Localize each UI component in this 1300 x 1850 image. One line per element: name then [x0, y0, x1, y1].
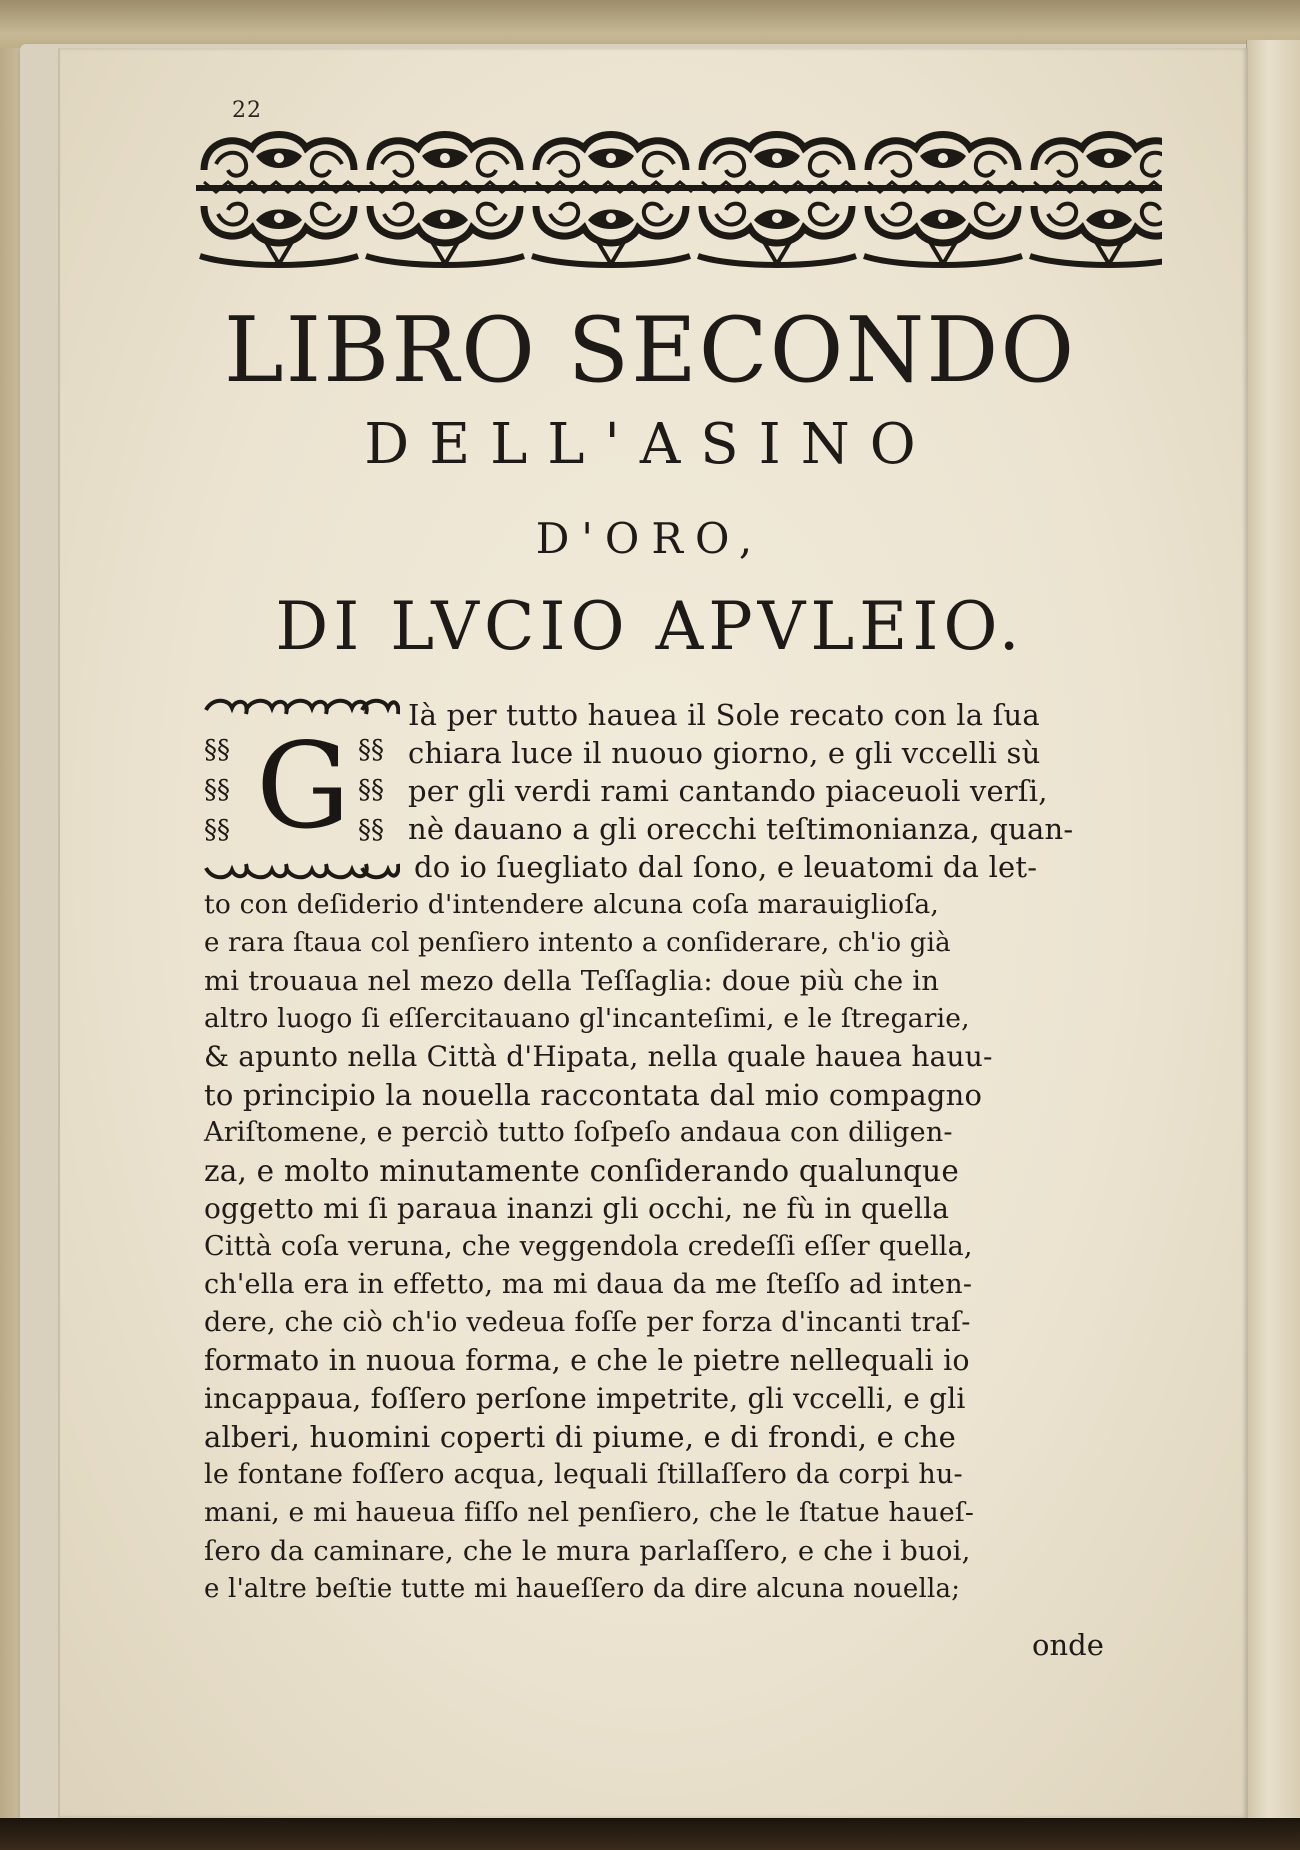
bottom-shadow-band — [0, 1818, 1300, 1850]
title-dell-asino: DELL'ASINO — [364, 412, 936, 477]
body-line: le fontane foſſero acqua, lequali ſtillaſſero da corpi hu- — [204, 1459, 963, 1490]
body-line: incappaua, foſſero perſone impetrite, gli vccelli, e gli — [204, 1382, 966, 1415]
body-line: dere, che ciò ch'io vedeua foſſe per forza d'incanti traſ- — [204, 1307, 971, 1338]
body-line: mani, e mi haueua fiſſo nel penſiero, che le ſtatue haueſ- — [204, 1497, 975, 1528]
body-line: e l'altre beſtie tutte mi haueſſero da dire alcuna nouella; — [204, 1574, 961, 1604]
body-line: nè dauano a gli orecchi teſtimonianza, quan- — [408, 812, 1074, 846]
body-line: altro luogo ſi eſſercitauano gl'incanteſimi, e le ſtregarie, — [204, 1003, 970, 1034]
body-line: to principio la nouella raccontata dal mio compagno — [204, 1078, 983, 1112]
initial-letter: G — [256, 717, 351, 855]
body-line: za, e molto minutamente conſiderando qualunque — [204, 1154, 959, 1188]
body-line: oggetto mi ſi paraua inanzi gli occhi, ne fù in quella — [204, 1192, 950, 1225]
svg-text:§§: §§ — [204, 735, 230, 765]
body-line: mi trouaua nel mezo della Teſſaglia: doue più che in — [204, 965, 940, 997]
svg-text:§§: §§ — [358, 775, 384, 805]
body-line: do io ſuegliato dal ſono, e leuatomi da let- — [414, 850, 1038, 884]
body-line: e rara ſtaua col penſiero intento a conſiderare, ch'io già — [204, 928, 951, 958]
body-line: & apunto nella Città d'Hipata, nella quale hauea hauu- — [204, 1040, 993, 1073]
svg-text:§§: §§ — [358, 815, 384, 845]
body-line: alberi, huomini coperti di piume, e di frondi, e che — [204, 1420, 957, 1454]
title-libro-secondo: LIBRO SECONDO — [223, 298, 1077, 403]
body-line: ch'ella era in effetto, ma mi daua da me ſteſſo ad inten- — [204, 1269, 973, 1300]
svg-text:§§: §§ — [358, 735, 384, 765]
body-line: Ià per tutto hauea il Sole recato con la ſua — [408, 698, 1040, 732]
title-d-oro: D'ORO, — [535, 514, 765, 563]
body-line: Città coſa veruna, che veggendola credeſſi eſſer quella, — [204, 1231, 973, 1262]
page-number: 22 — [232, 98, 262, 123]
body-line: formato in nuoua forma, e che le pietre nellequali io — [204, 1344, 970, 1377]
title-di-lucio-apuleio: DI LVCIO APVLEIO. — [275, 588, 1025, 665]
svg-text:§§: §§ — [204, 815, 230, 845]
catchword: onde — [1032, 1628, 1104, 1662]
body-line: Ariſtomene, e perciò tutto ſoſpeſo andaua con diligen- — [204, 1117, 953, 1148]
body-line: chiara luce il nuouo giorno, e gli vccelli sù — [408, 736, 1041, 770]
svg-text:§§: §§ — [204, 775, 230, 805]
body-line: to con deſiderio d'intendere alcuna coſa marauiglioſa, — [204, 889, 939, 920]
body-line: per gli verdi rami cantando piaceuoli verſi, — [408, 774, 1048, 808]
body-line: ſero da caminare, che le mura parlaſſero, e che i buoi, — [204, 1535, 971, 1567]
